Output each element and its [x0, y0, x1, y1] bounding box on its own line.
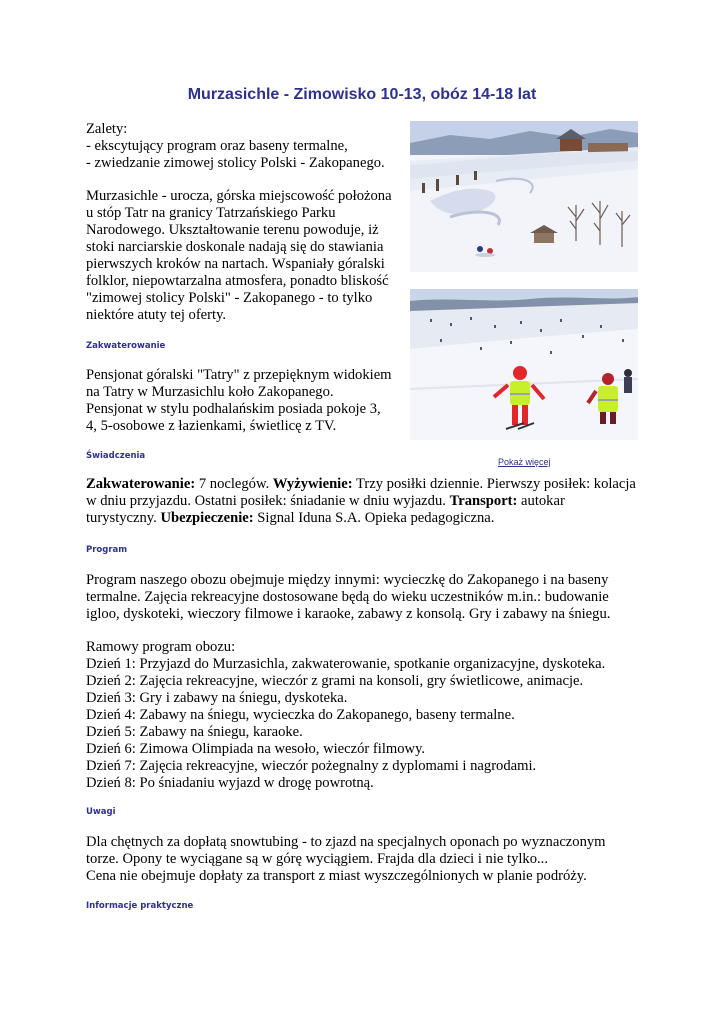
services-key: Zakwaterowanie:: [86, 476, 196, 492]
description-block: [86, 188, 406, 324]
services-value: 7 noclegów.: [195, 476, 273, 492]
description-line: stoki narciarskie doskonale nadają się do stawiania: [86, 239, 384, 255]
program-block: [86, 572, 638, 623]
schedule-day: Dzień 5: Zabawy na śniegu, karaoke.: [86, 724, 303, 740]
services-paragraph: [86, 476, 638, 527]
section-heading-accommodation: Zakwaterowanie: [86, 341, 166, 351]
services-key: Transport:: [449, 493, 518, 509]
accommodation-line: Pensjonat w stylu podhalańskim posiada pokoje 3,: [86, 401, 381, 417]
section-heading-notes: Uwagi: [86, 807, 116, 817]
intro-line: - ekscytujący program oraz baseny termalne,: [86, 138, 348, 154]
intro-block: [86, 121, 406, 172]
notes-line: Cena nie obejmuje dopłaty za transport z miast wyszczególnionych w planie podróży.: [86, 868, 587, 884]
notes-block: [86, 834, 638, 885]
section-heading-services: Świadczenia: [86, 451, 146, 461]
intro-line: - zwiedzanie zimowej stolicy Polski - Zakopanego.: [86, 155, 385, 171]
services-value: Signal Iduna S.A. Opieka pedagogiczna.: [253, 510, 495, 526]
kids-skiing-image: [410, 289, 638, 440]
section-heading-program: Program: [86, 545, 128, 555]
description-line: folklor, niepowtarzalna atmosfera, ponadto bliskość: [86, 273, 389, 289]
kids-skiing-photo: [410, 289, 638, 440]
schedule-day: Dzień 6: Zimowa Olimpiada na wesoło, wieczór filmowy.: [86, 741, 426, 757]
section-heading-practical: Informacje praktyczne: [86, 901, 194, 911]
show-more-link[interactable]: Pokaż więcej: [498, 457, 551, 467]
schedule-heading: Ramowy program obozu:: [86, 639, 236, 655]
description-line: niektóre atuty tej oferty.: [86, 307, 227, 323]
schedule-day: Dzień 3: Gry i zabawy na śniegu, dyskoteka.: [86, 690, 348, 706]
description-line: Murzasichle - urocza, górska miejscowość położona: [86, 188, 392, 204]
services-value: autokar turystyczny.: [86, 493, 565, 526]
services-block: [86, 476, 638, 527]
schedule-day: Dzień 4: Zabawy na śniegu, wycieczka do Zakopanego, baseny termalne.: [86, 707, 515, 723]
program-schedule: [86, 639, 638, 792]
notes-paragraph: Dla chętnych za dopłatą snowtubing - to zjazd na specjalnych oponach po wyznaczonym torze. Opony te wyciągane są w górę wyciągiem. Frajda dla dzieci i nie tylko...: [86, 834, 606, 867]
services-key: Wyżywienie:: [272, 476, 353, 492]
ski-slope-image: [410, 121, 638, 272]
description-line: "zimowej stolicy Polski" - Zakopanego - to tylko: [86, 290, 373, 306]
schedule-day: Dzień 7: Zajęcia rekreacyjne, wieczór pożegnalny z dyplomami i nagrodami.: [86, 758, 537, 774]
accommodation-line: Pensjonat góralski "Tatry" z przepięknym widokiem: [86, 367, 392, 383]
accommodation-line: na Tatry w Murzasichlu koło Zakopanego.: [86, 384, 334, 400]
services-value: Trzy posiłki dziennie. Pierwszy posiłek: kolacja w dniu przyjazdu. Ostatni posiłek: śniadanie w dniu wyjazdu.: [86, 476, 636, 509]
accommodation-line: 4, 5-osobowe z łazienkami, świetlicę z TV.: [86, 418, 337, 434]
schedule-day: Dzień 1: Przyjazd do Murzasichla, zakwaterowanie, spotkanie organizacyjne, dyskoteka.: [86, 656, 606, 672]
description-line: pierwszych kroków na nartach. Wspaniały góralski: [86, 256, 385, 272]
ski-slope-photo: [410, 121, 638, 272]
program-paragraph: Program naszego obozu obejmuje między innymi: wycieczkę do Zakopanego i na baseny termalne. Zajęcia rekreacyjne dostosowane będą do wieku uczestników m.in.: budowanie igloo, dyskoteki, wieczory filmowe i karaoke, zabawy z konsolą. Gry i zabawy na śniegu.: [86, 572, 611, 622]
accommodation-block: [86, 367, 406, 435]
description-line: u stóp Tatr na granicy Tatrzańskiego Parku: [86, 205, 336, 221]
intro-line: Zalety:: [86, 121, 128, 137]
page-title: Murzasichle - Zimowisko 10-13, obóz 14-18 lat: [187, 86, 537, 103]
description-line: Narodowego. Ukształtowanie terenu powoduje, iż: [86, 222, 379, 238]
services-key: Ubezpieczenie:: [160, 510, 254, 526]
schedule-day: Dzień 2: Zajęcia rekreacyjne, wieczór z grami na konsoli, gry świetlicowe, animacje.: [86, 673, 584, 689]
schedule-day: Dzień 8: Po śniadaniu wyjazd w drogę powrotną.: [86, 775, 374, 791]
